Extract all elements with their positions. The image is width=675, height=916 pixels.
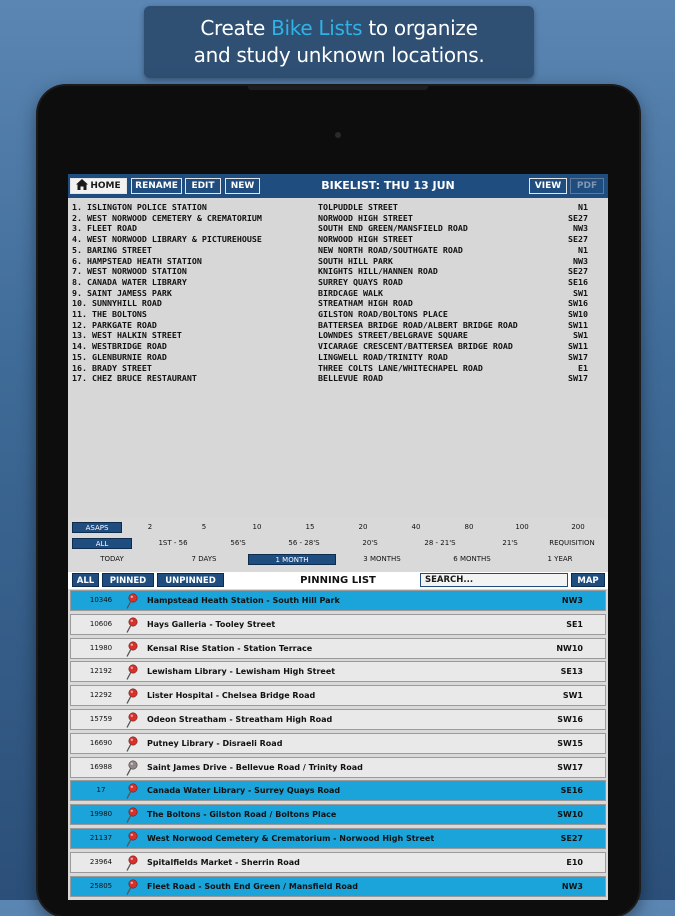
pinning-row-postcode: SW16 <box>557 715 583 724</box>
pinning-row[interactable] <box>70 852 606 873</box>
postcode-filter <box>70 537 606 550</box>
all-filter-button[interactable]: ALL <box>72 573 99 587</box>
bikelist-name: 6. HAMPSTEAD HEATH STATION <box>72 255 202 266</box>
pinning-row-location: Lewisham Library - Lewisham High Street <box>147 667 336 677</box>
pinning-toolbar <box>68 572 608 589</box>
rename-button[interactable]: RENAME <box>131 178 182 194</box>
pin-icon[interactable] <box>125 831 139 847</box>
bike-list <box>70 200 606 518</box>
bikelist-name: 13. WEST HALKIN STREET <box>72 330 182 341</box>
pinning-row[interactable] <box>70 757 606 778</box>
bikelist-postcode: SW16 <box>568 298 588 309</box>
postcodes-filter-option[interactable]: 21'S <box>502 539 518 547</box>
bikelist-name: 5. BARING STREET <box>72 244 152 255</box>
pin-icon[interactable] <box>125 664 139 680</box>
visits-filter-option[interactable]: 15 <box>305 523 315 531</box>
visits-filter-selected[interactable]: ASAPS <box>72 522 122 533</box>
pinning-row-location: West Norwood Cemetery & Crematorium - Norwood High Street <box>147 834 435 843</box>
bikelist-road: TOLPUDDLE STREET <box>318 202 398 212</box>
pinning-row-id: 16690 <box>89 738 113 747</box>
bikelist-road: LOWNDES STREET/BELGRAVE SQUARE <box>318 330 468 341</box>
bikelist-row[interactable] <box>72 352 602 363</box>
visits-filter-option[interactable]: 2 <box>147 523 153 531</box>
pinning-row[interactable] <box>70 733 606 754</box>
pinning-row-id: 11980 <box>89 643 113 652</box>
bikelist-postcode: SW1 <box>573 287 588 298</box>
pinning-row-postcode: SW1 <box>562 691 583 701</box>
pinning-row-postcode: E10 <box>566 857 583 867</box>
visits-filter-option[interactable]: 200 <box>571 523 585 531</box>
bikelist-postcode: SW17 <box>568 373 588 384</box>
postcodes-filter-option[interactable]: 56'S <box>230 539 246 547</box>
pinning-row-id: 15759 <box>89 715 113 723</box>
postcodes-filter-option[interactable]: REQUISITION <box>549 539 595 547</box>
bikelist-postcode: SE27 <box>568 234 588 245</box>
pinning-row-postcode: NW3 <box>561 596 583 605</box>
pin-icon[interactable] <box>125 783 139 799</box>
bikelist-road: BIRDCAGE WALK <box>318 287 383 298</box>
bikelist-row[interactable] <box>72 234 602 245</box>
pinning-row-id: 12192 <box>89 667 113 676</box>
pinning-row-location: Spitalfields Market - Sherrin Road <box>147 857 300 867</box>
bikelist-road: NORWOOD HIGH STREET <box>318 234 413 245</box>
pdf-button[interactable]: PDF <box>570 178 604 194</box>
bikelist-row[interactable] <box>72 202 602 213</box>
pinning-row-postcode: SW15 <box>557 738 583 748</box>
pinning-row-id: 17 <box>96 786 106 795</box>
pinning-row[interactable] <box>70 780 606 801</box>
postcodes-filter-option[interactable]: 20'S <box>362 539 378 547</box>
pinning-row-id: 23964 <box>89 857 113 866</box>
bikelist-road: SOUTH END GREEN/MANSFIELD ROAD <box>318 223 468 234</box>
visits-filter-option[interactable]: 5 <box>201 523 207 531</box>
pinning-row[interactable] <box>70 661 606 682</box>
pinning-row-id: 21137 <box>89 834 113 842</box>
bikelist-name: 9. SAINT JAMESS PARK <box>72 287 172 298</box>
bikelist-postcode: NW3 <box>573 255 588 266</box>
pinning-row[interactable] <box>70 709 606 730</box>
bikelist-row[interactable] <box>72 320 602 331</box>
pinning-row[interactable] <box>70 685 606 706</box>
bikelist-postcode: SE27 <box>568 266 588 277</box>
bikelist-name: 17. CHEZ BRUCE RESTAURANT <box>72 373 197 384</box>
bikelist-row[interactable] <box>72 277 602 288</box>
pinning-row-location: Canada Water Library - Surrey Quays Road <box>147 786 341 796</box>
bikelist-row[interactable] <box>72 213 602 224</box>
pin-icon[interactable] <box>125 807 139 823</box>
time-filter-option[interactable]: 3 MONTHS <box>363 555 401 563</box>
pin-icon[interactable] <box>125 641 139 657</box>
pinning-row-location: Hampstead Heath Station - South Hill Park <box>147 596 340 605</box>
pinning-row-id: 25805 <box>89 881 113 890</box>
bikelist-road: BATTERSEA BRIDGE ROAD/ALBERT BRIDGE ROAD <box>318 319 518 330</box>
search-input[interactable]: SEARCH... <box>420 573 568 587</box>
view-button[interactable]: VIEW <box>529 178 567 194</box>
pin-icon[interactable] <box>125 688 139 704</box>
bikelist-row[interactable] <box>72 245 602 256</box>
time-filter-option[interactable]: 7 DAYS <box>191 555 217 563</box>
bikelist-row[interactable] <box>72 309 602 320</box>
pinning-row[interactable] <box>70 804 606 825</box>
bikelist-name: 3. FLEET ROAD <box>72 223 137 234</box>
bikelist-name: 7. WEST NORWOOD STATION <box>72 266 187 277</box>
pinning-row-postcode: NW10 <box>556 643 583 653</box>
postcodes-filter-option[interactable]: 56 - 28'S <box>288 539 320 547</box>
bikelist-postcode: SW11 <box>568 319 588 330</box>
bikelist-road: GILSTON ROAD/BOLTONS PLACE <box>318 309 448 319</box>
pinning-row[interactable] <box>70 828 606 849</box>
pinning-row[interactable] <box>70 876 606 897</box>
bikelist-name: 10. SUNNYHILL ROAD <box>72 298 162 309</box>
bikelist-postcode: SW1 <box>573 330 588 341</box>
bikelist-road: KNIGHTS HILL/HANNEN ROAD <box>318 266 438 277</box>
visits-filter <box>70 521 606 534</box>
postcodes-filter-option[interactable]: 1ST - 56 <box>158 539 188 547</box>
bikelist-row[interactable] <box>72 373 602 384</box>
pinning-row-postcode: SW17 <box>557 762 583 772</box>
visits-filter-option[interactable]: 40 <box>411 523 421 531</box>
bikelist-name: 12. PARKGATE ROAD <box>72 319 157 330</box>
pinning-row-location: The Boltons - Gilston Road / Boltons Place <box>147 810 337 820</box>
bikelist-name: 15. GLENBURNIE ROAD <box>72 351 167 362</box>
pinning-row-postcode: SW10 <box>557 810 583 820</box>
pin-icon[interactable] <box>125 712 139 728</box>
pinning-row[interactable] <box>70 590 606 611</box>
pinning-row-location: Putney Library - Disraeli Road <box>147 738 283 748</box>
bikelist-postcode: SE16 <box>568 276 588 287</box>
bikelist-postcode: NW3 <box>573 223 588 234</box>
pinning-row-postcode: NW3 <box>561 881 583 891</box>
pin-icon[interactable] <box>125 855 139 871</box>
pin-icon[interactable] <box>125 617 139 633</box>
postcodes-filter-selected[interactable]: ALL <box>72 538 132 549</box>
bikelist-postcode: SE27 <box>568 212 588 223</box>
pinned-filter-button[interactable]: PINNED <box>102 573 154 587</box>
camera-icon <box>335 132 341 138</box>
bikelist-name: 8. CANADA WATER LIBRARY <box>72 276 187 287</box>
bikelist-road: STREATHAM HIGH ROAD <box>318 298 413 309</box>
pinning-row[interactable] <box>70 614 606 635</box>
bikelist-postcode: N1 <box>578 244 588 255</box>
visits-filter-option[interactable]: 20 <box>358 523 368 531</box>
app-screen <box>68 174 608 900</box>
bikelist-postcode: SW10 <box>568 309 588 319</box>
banner-highlight: Bike Lists <box>271 16 363 40</box>
unpinned-filter-button[interactable]: UNPINNED <box>157 573 224 587</box>
pinning-row-postcode: SE16 <box>560 786 583 796</box>
visits-filter-option[interactable]: 80 <box>464 523 474 531</box>
map-button[interactable]: MAP <box>571 573 605 587</box>
pinning-row-id: 10606 <box>89 619 113 628</box>
visits-filter-option[interactable]: 100 <box>515 523 529 531</box>
pinning-row-location: Lister Hospital - Chelsea Bridge Road <box>147 691 316 701</box>
tablet-top-edge <box>248 86 428 90</box>
bikelist-name: 4. WEST NORWOOD LIBRARY & PICTUREHOUSE <box>72 234 262 245</box>
bikelist-road: SURREY QUAYS ROAD <box>318 276 403 287</box>
pinning-row-postcode: SE27 <box>560 834 583 843</box>
pinning-row-postcode: SE13 <box>560 667 583 677</box>
pinning-row-location: Odeon Streatham - Streatham High Road <box>147 715 333 724</box>
pin-icon[interactable] <box>125 736 139 752</box>
banner-text: to organize <box>362 16 478 40</box>
pinning-row-location: Fleet Road - South End Green / Mansfield Road <box>147 881 359 891</box>
bikelist-road: NEW NORTH ROAD/SOUTHGATE ROAD <box>318 244 463 255</box>
time-filter-option[interactable]: 1 MONTH <box>248 554 336 565</box>
time-filter-option[interactable]: 6 MONTHS <box>453 555 491 563</box>
pin-icon[interactable] <box>125 593 139 609</box>
bikelist-road: THREE COLTS LANE/WHITECHAPEL ROAD <box>318 362 483 373</box>
bikelist-name: 14. WESTBRIDGE ROAD <box>72 341 167 352</box>
page-title: BIKELIST: THU 13 JUN <box>321 179 455 192</box>
bikelist-road: NORWOOD HIGH STREET <box>318 212 413 223</box>
home-button[interactable] <box>70 178 127 194</box>
pinning-row-postcode: SE1 <box>566 619 583 629</box>
toolbar <box>68 174 608 198</box>
bikelist-row[interactable] <box>72 330 602 341</box>
banner-text: Create <box>200 16 272 40</box>
bikelist-row[interactable] <box>72 266 602 277</box>
edit-button[interactable]: EDIT <box>185 178 221 194</box>
pinning-list-title: PINNING LIST <box>300 575 376 586</box>
bikelist-name: 11. THE BOLTONS <box>72 309 147 319</box>
visits-filter-option[interactable]: 10 <box>252 523 262 531</box>
bikelist-road: LINGWELL ROAD/TRINITY ROAD <box>318 351 448 362</box>
postcodes-filter-option[interactable]: 28 - 21'S <box>424 539 456 547</box>
bikelist-row[interactable] <box>72 363 602 374</box>
new-button[interactable]: NEW <box>225 178 260 194</box>
home-label: HOME <box>90 181 121 191</box>
bikelist-postcode: SW17 <box>568 351 588 362</box>
time-filter-option[interactable]: 1 YEAR <box>547 555 573 563</box>
pinning-row-id: 19980 <box>89 810 113 819</box>
bikelist-row[interactable] <box>72 341 602 352</box>
bikelist-name: 16. BRADY STREET <box>72 362 152 373</box>
bikelist-postcode: SW11 <box>568 341 588 352</box>
pinning-row-id: 16988 <box>89 762 113 771</box>
promo-banner <box>144 6 534 78</box>
time-filter <box>70 553 606 566</box>
bikelist-postcode: N1 <box>578 202 588 212</box>
pin-icon[interactable] <box>125 879 139 895</box>
pinning-row-id: 10346 <box>89 596 113 604</box>
bikelist-row[interactable] <box>72 298 602 309</box>
bikelist-row[interactable] <box>72 223 602 234</box>
pinning-row-location: Kensal Rise Station - Station Terrace <box>147 643 313 653</box>
bikelist-postcode: E1 <box>578 362 588 373</box>
banner-line-2: and study unknown locations. <box>193 43 485 67</box>
home-icon <box>76 179 88 190</box>
pinning-row-location: Saint James Drive - Bellevue Road / Trinity Road <box>147 762 363 772</box>
bikelist-road: SOUTH HILL PARK <box>318 255 393 266</box>
unpinned-pin-icon[interactable] <box>125 760 139 776</box>
time-filter-option[interactable]: TODAY <box>100 555 124 563</box>
pinning-row[interactable] <box>70 638 606 659</box>
pinning-row-id: 12292 <box>89 691 113 700</box>
banner-line-1 <box>144 15 534 42</box>
bikelist-road: BELLEVUE ROAD <box>318 373 383 384</box>
bikelist-row[interactable] <box>72 256 602 267</box>
bikelist-name: 1. ISLINGTON POLICE STATION <box>72 202 207 212</box>
pinning-row-location: Hays Galleria - Tooley Street <box>147 619 276 629</box>
bikelist-name: 2. WEST NORWOOD CEMETERY & CREMATORIUM <box>72 212 262 223</box>
bikelist-row[interactable] <box>72 288 602 299</box>
bikelist-road: VICARAGE CRESCENT/BATTERSEA BRIDGE ROAD <box>318 341 513 352</box>
